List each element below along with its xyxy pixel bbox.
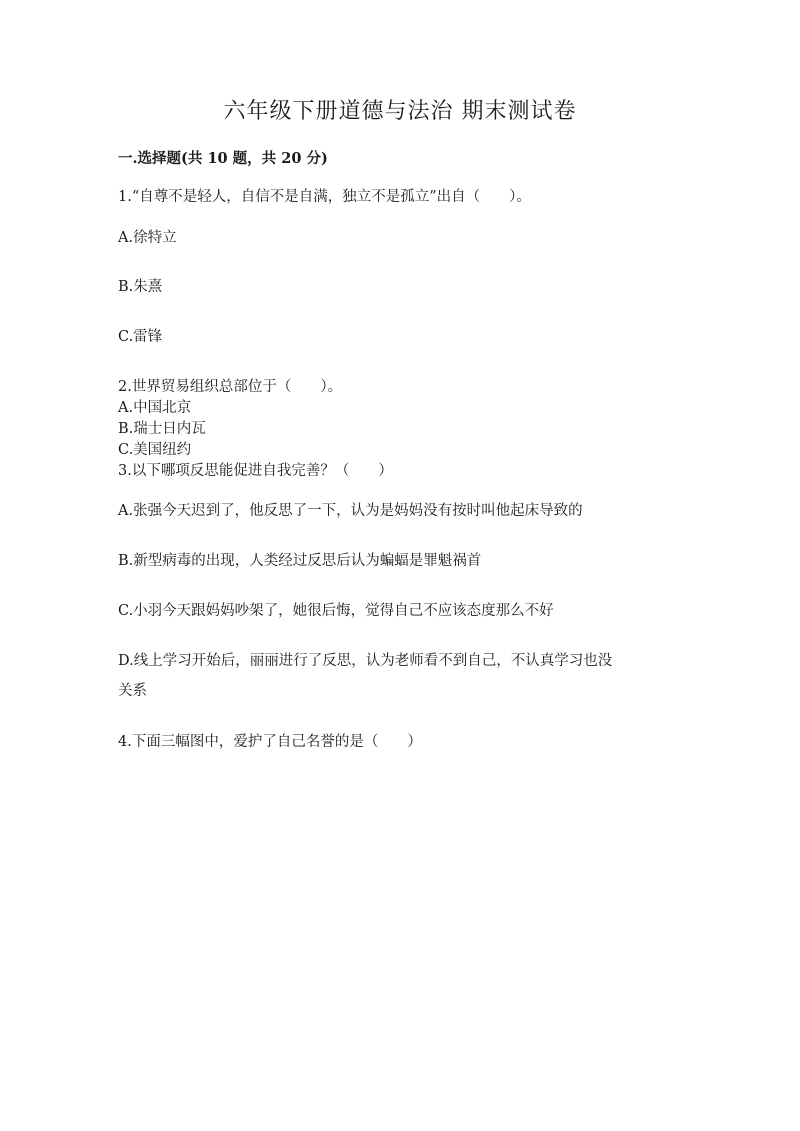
question-3-stem: 3.以下哪项反思能促进自我完善？（ ） [118, 463, 393, 479]
question-2-option-a: A.中国北京 [118, 400, 192, 416]
question-3-option-d: D.线上学习开始后，丽丽进行了反思，认为老师看不到自己，不认真学习也没 [118, 653, 613, 669]
section-heading: 一.选择题(共 10 题，共 20 分) [118, 150, 328, 167]
question-2-stem: 2.世界贸易组织总部位于（ ）。 [118, 379, 343, 395]
question-2-option-b: B.瑞士日内瓦 [118, 421, 206, 437]
question-1-option-c: C.雷锋 [118, 329, 163, 345]
question-1-option-b: B.朱熹 [118, 279, 163, 295]
question-1-stem: 1.“自尊不是轻人，自信不是自满，独立不是孤立”出自（ ）。 [118, 189, 531, 205]
question-3-option-d-continued: 关系 [118, 683, 147, 699]
question-3-option-b: B.新型病毒的出现，人类经过反思后认为蝙蝠是罪魁祸首 [118, 553, 482, 569]
exam-title: 六年级下册道德与法治 期末测试卷 [223, 99, 577, 124]
question-2-option-c: C.美国纽约 [118, 442, 192, 458]
question-1-option-a: A.徐特立 [118, 230, 177, 246]
question-3-option-a: A.张强今天迟到了，他反思了一下，认为是妈妈没有按时叫他起床导致的 [118, 503, 583, 519]
question-4-stem: 4.下面三幅图中，爱护了自己名誉的是（ ） [118, 734, 422, 750]
question-3-option-c: C.小羽今天跟妈妈吵架了，她很后悔，觉得自己不应该态度那么不好 [118, 603, 554, 619]
